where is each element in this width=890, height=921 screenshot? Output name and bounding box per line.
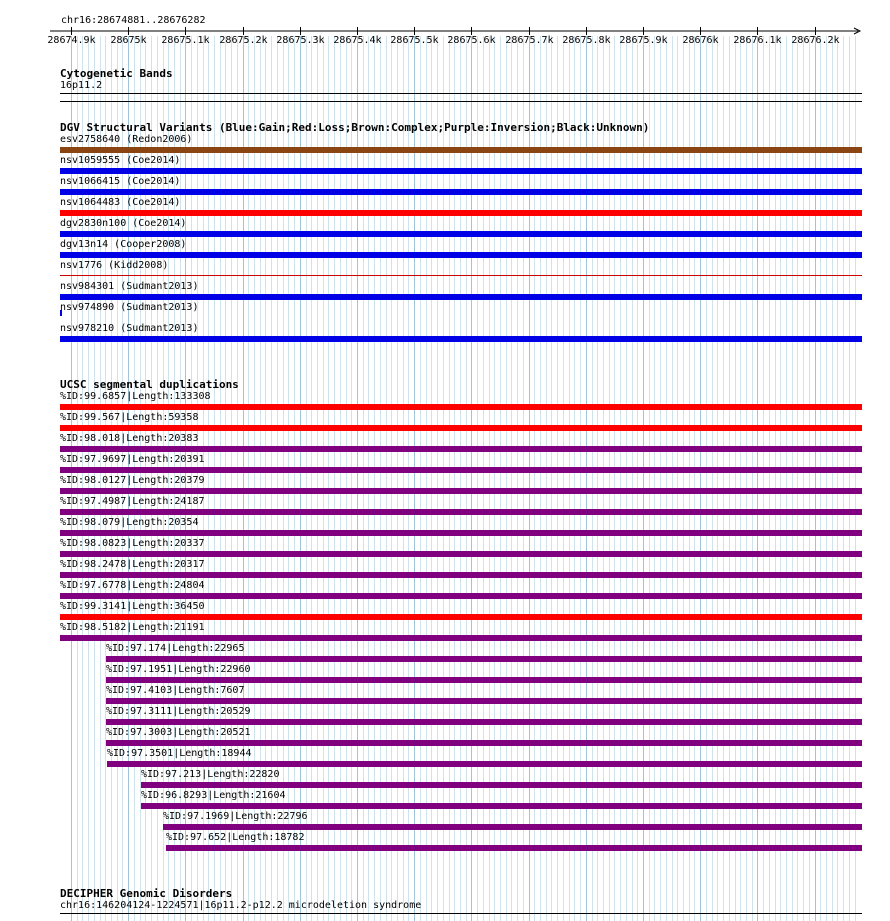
dgv-feature-label[interactable]: nsv1776 (Kidd2008) — [60, 260, 169, 271]
dgv-feature-bar[interactable] — [60, 147, 862, 153]
segdup-feature-label[interactable]: %ID:97.3501|Length:18944 — [107, 748, 252, 759]
segdup-feature-bar[interactable] — [106, 719, 862, 725]
segdup-feature-label[interactable]: %ID:96.8293|Length:21604 — [141, 790, 286, 801]
segdup-feature-label[interactable]: %ID:98.079|Length:20354 — [60, 517, 199, 528]
dgv-feature-label[interactable]: dgv13n14 (Cooper2008) — [60, 239, 187, 250]
dgv-feature-bar[interactable] — [60, 168, 862, 174]
segdup-feature-bar[interactable] — [60, 530, 862, 536]
segdup-feature-bar[interactable] — [60, 509, 862, 515]
segdup-feature-label[interactable]: %ID:98.0823|Length:20337 — [60, 538, 205, 549]
segdup-feature-bar[interactable] — [60, 404, 862, 410]
dgv-track-title[interactable]: DGV Structural Variants (Blue:Gain;Red:Loss;Brown:Complex;Purple:Inversion;Black:Unknown) — [60, 121, 650, 134]
dgv-feature-bar[interactable] — [60, 294, 862, 300]
track-divider — [60, 101, 862, 102]
segdup-feature-bar[interactable] — [106, 656, 862, 662]
segdup-feature-label[interactable]: %ID:97.9697|Length:20391 — [60, 454, 205, 465]
segdup-feature-bar[interactable] — [60, 467, 862, 473]
ruler-coordinates: chr16:28674881..28676282 — [61, 15, 206, 26]
segdup-feature-bar[interactable] — [60, 425, 862, 431]
ruler-tick-label: 28675.7k — [505, 35, 554, 46]
dgv-feature-bar[interactable] — [60, 275, 862, 276]
segdup-feature-bar[interactable] — [106, 677, 862, 683]
dgv-feature-label[interactable]: nsv978210 (Sudmant2013) — [60, 323, 199, 334]
ruler-tick-marks — [0, 27, 890, 37]
segdup-feature-label[interactable]: %ID:98.0127|Length:20379 — [60, 475, 205, 486]
segdup-feature-bar[interactable] — [141, 803, 862, 809]
segdup-feature-label[interactable]: %ID:98.2478|Length:20317 — [60, 559, 205, 570]
segdup-feature-bar[interactable] — [106, 740, 862, 746]
segdup-feature-label[interactable]: %ID:97.4987|Length:24187 — [60, 496, 205, 507]
segdup-feature-bar[interactable] — [60, 551, 862, 557]
segdup-feature-label[interactable]: %ID:99.6857|Length:133308 — [60, 391, 211, 402]
dgv-feature-label[interactable]: nsv1066415 (Coe2014) — [60, 176, 181, 187]
segdup-feature-bar[interactable] — [60, 446, 862, 452]
ruler-tick-label: 28675.9k — [619, 35, 668, 46]
segdup-track-title[interactable]: UCSC segmental duplications — [60, 378, 239, 391]
segdup-feature-bar[interactable] — [141, 782, 862, 788]
dgv-feature-bar[interactable] — [60, 189, 862, 195]
segdup-feature-bar[interactable] — [163, 824, 862, 830]
ruler-tick-label: 28675.5k — [390, 35, 439, 46]
segdup-feature-label[interactable]: %ID:97.3003|Length:20521 — [106, 727, 251, 738]
dgv-feature-bar[interactable] — [60, 252, 862, 258]
segdup-feature-bar[interactable] — [60, 572, 862, 578]
segdup-feature-label[interactable]: %ID:97.1951|Length:22960 — [106, 664, 251, 675]
dgv-feature-label[interactable]: esv2758640 (Redon2006) — [60, 134, 193, 145]
segdup-feature-label[interactable]: %ID:97.3111|Length:20529 — [106, 706, 251, 717]
segdup-feature-label[interactable]: %ID:97.6778|Length:24804 — [60, 580, 205, 591]
decipher-feature[interactable] — [60, 913, 862, 914]
ruler-tick-label: 28675.3k — [276, 35, 325, 46]
segdup-feature-label[interactable]: %ID:97.652|Length:18782 — [166, 832, 305, 843]
segdup-feature-bar[interactable] — [60, 488, 862, 494]
ruler-tick-label: 28674.9k — [47, 35, 96, 46]
segdup-feature-label[interactable]: %ID:99.3141|Length:36450 — [60, 601, 205, 612]
cytoband-feature[interactable] — [60, 93, 862, 94]
ruler-tick-label: 28675.1k — [161, 35, 210, 46]
segdup-feature-label[interactable]: %ID:97.1969|Length:22796 — [163, 811, 308, 822]
dgv-feature-bar[interactable] — [60, 210, 862, 216]
dgv-feature-label[interactable]: nsv1064483 (Coe2014) — [60, 197, 181, 208]
dgv-feature-bar[interactable] — [60, 231, 862, 237]
ruler-tick-label: 28675.8k — [562, 35, 611, 46]
ruler-tick-label: 28675k — [110, 35, 147, 46]
ruler-tick-label: 28675.2k — [219, 35, 268, 46]
decipher-track-title[interactable]: DECIPHER Genomic Disorders — [60, 887, 233, 900]
ruler-tick-label: 28676k — [682, 35, 719, 46]
segdup-feature-bar[interactable] — [60, 593, 862, 599]
segdup-feature-bar[interactable] — [60, 614, 862, 620]
segdup-feature-label[interactable]: %ID:97.213|Length:22820 — [141, 769, 280, 780]
segdup-feature-label[interactable]: %ID:99.567|Length:59358 — [60, 412, 199, 423]
dgv-feature-bar[interactable] — [60, 336, 862, 342]
ruler-tick-label: 28676.2k — [791, 35, 840, 46]
dgv-feature-label[interactable]: nsv974890 (Sudmant2013) — [60, 302, 199, 313]
segdup-feature-label[interactable]: %ID:98.018|Length:20383 — [60, 433, 199, 444]
dgv-feature-label[interactable]: dgv2830n100 (Coe2014) — [60, 218, 187, 229]
cytoband-label[interactable]: 16p11.2 — [60, 80, 103, 91]
segdup-feature-bar[interactable] — [107, 761, 862, 767]
dgv-feature-label[interactable]: nsv984301 (Sudmant2013) — [60, 281, 199, 292]
segdup-feature-label[interactable]: %ID:97.4103|Length:7607 — [106, 685, 245, 696]
ruler-tick-label: 28675.6k — [447, 35, 496, 46]
segdup-feature-label[interactable]: %ID:97.174|Length:22965 — [106, 643, 245, 654]
cytobands-track-title[interactable]: Cytogenetic Bands — [60, 67, 173, 80]
ruler-tick-label: 28675.4k — [333, 35, 382, 46]
segdup-feature-label[interactable]: %ID:98.5182|Length:21191 — [60, 622, 205, 633]
decipher-feature-label[interactable]: chr16:146204124-1224571|16p11.2-p12.2 microdeletion syndrome — [60, 900, 422, 911]
segdup-feature-bar[interactable] — [106, 698, 862, 704]
segdup-feature-bar[interactable] — [166, 845, 862, 851]
segdup-feature-bar[interactable] — [60, 635, 862, 641]
ruler-tick-label: 28676.1k — [733, 35, 782, 46]
dgv-feature-label[interactable]: nsv1059555 (Coe2014) — [60, 155, 181, 166]
